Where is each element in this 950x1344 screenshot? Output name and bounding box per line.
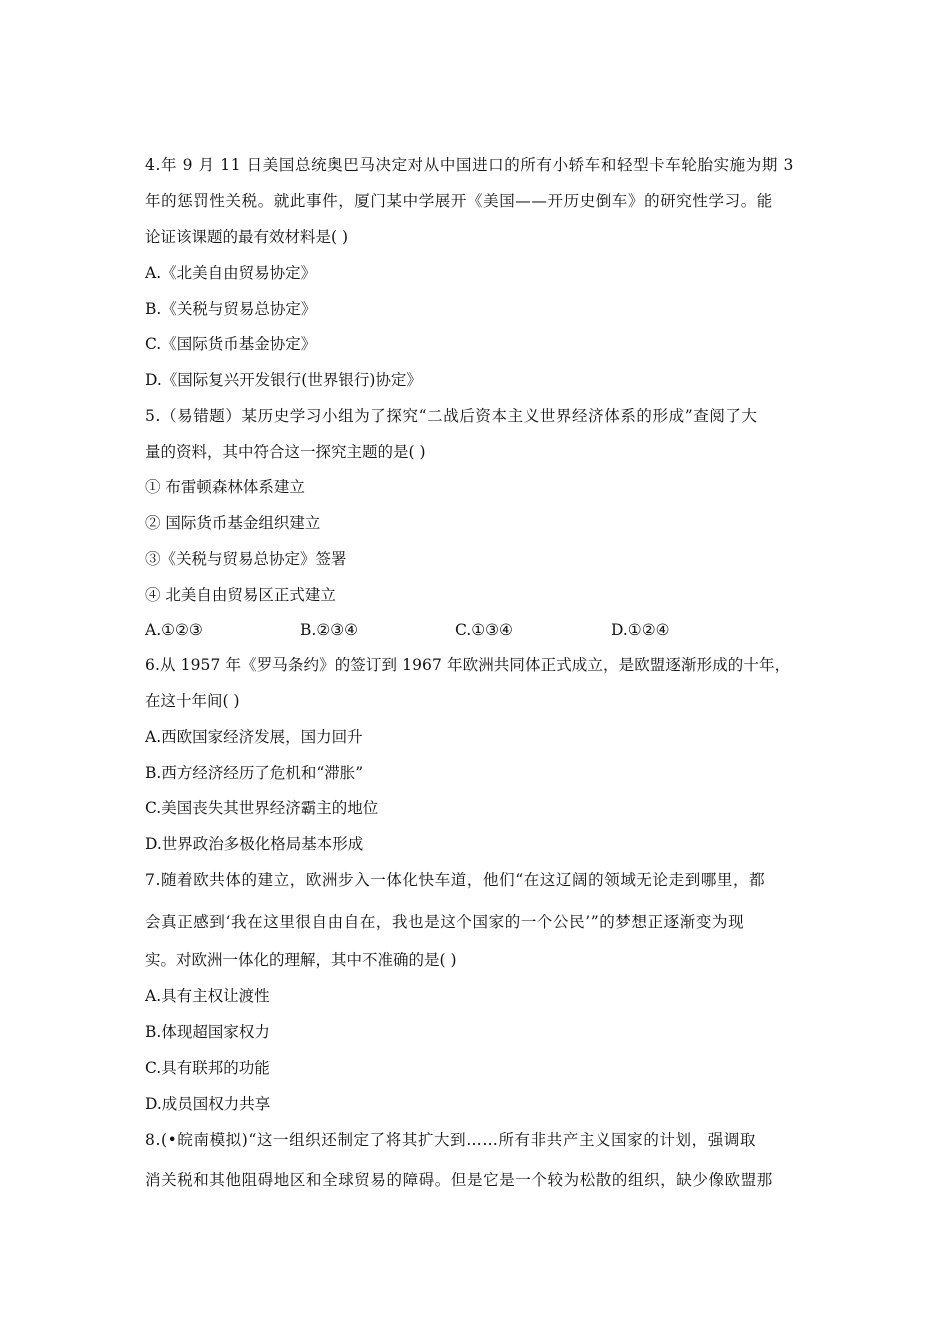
q6-option-a: A.西欧国家经济发展，国力回升 [145, 728, 363, 746]
q5-option-b: B.②③④ [300, 621, 359, 639]
q5-options-row [0, 620, 950, 640]
q6-stem-line-2: 在这十年间( ) [145, 692, 240, 710]
q5-item-2: ② 国际货币基金组织建立 [145, 514, 321, 532]
q6-option-c: C.美国丧失其世界经济霸主的地位 [145, 799, 379, 817]
q4-stem-line-3: 论证该课题的最有效材料是( ) [145, 228, 349, 246]
q5-option-c: C.①③④ [455, 621, 513, 639]
q6-stem-line-1: 6.从 1957 年《罗马条约》的签订到 1967 年欧洲共同体正式成立，是欧盟逐渐形成的十年， [145, 656, 791, 674]
q7-stem-line-2: 会真正感到‘我在这里很自由自在，我也是这个国家的一个公民’”的梦想正逐渐变为现 [145, 913, 745, 931]
q5-option-a: A.①②③ [145, 621, 203, 639]
q7-option-c: C.具有联邦的功能 [145, 1059, 270, 1077]
q7-stem-line-1: 7.随着欧共体的建立，欧洲步入一体化快车道，他们“在这辽阔的领域无论走到哪里，都 [145, 871, 766, 889]
q6-option-d: D.世界政治多极化格局基本形成 [145, 835, 364, 853]
q4-option-d: D.《国际复兴开发银行(世界银行)协定》 [145, 371, 422, 389]
q4-option-a: A.《北美自由贸易协定》 [145, 264, 317, 282]
q8-stem-line-2: 消关税和其他阻碍地区和全球贸易的障碍。但是它是一个较为松散的组织，缺少像欧盟那 [145, 1171, 773, 1189]
q5-item-3: ③《关税与贸易总协定》签署 [145, 550, 347, 568]
q5-stem-line-1: 5.（易错题）某历史学习小组为了探究“二战后资本主义世界经济体系的形成”查阅了大 [145, 407, 758, 425]
q4-option-b: B.《关税与贸易总协定》 [145, 300, 317, 318]
q8-stem-line-1: 8.(•皖南模拟)“这一组织还制定了将其扩大到……所有非共产主义国家的计划，强调取 [145, 1131, 757, 1149]
q6-option-b: B.西方经济经历了危机和“滞胀” [145, 764, 364, 782]
q5-option-d: D.①②④ [611, 621, 670, 639]
q7-option-b: B.体现超国家权力 [145, 1023, 270, 1041]
q7-stem-line-3: 实。对欧洲一体化的理解，其中不准确的是( ) [145, 951, 457, 969]
q4-option-c: C.《国际货币基金协定》 [145, 335, 317, 353]
q4-stem-line-2: 年的惩罚性关税。就此事件，厦门某中学展开《美国——开历史倒车》的研究性学习。能 [145, 192, 773, 210]
q5-item-4: ④ 北美自由贸易区正式建立 [145, 586, 336, 604]
q5-stem-line-2: 量的资料，其中符合这一探究主题的是( ) [145, 443, 426, 461]
q7-option-d: D.成员国权力共享 [145, 1095, 271, 1113]
q7-option-a: A.具有主权让渡性 [145, 987, 270, 1005]
q5-item-1: ① 布雷顿森林体系建立 [145, 478, 305, 496]
q4-stem-line-1: 4.年 9 月 11 日美国总统奥巴马决定对从中国进口的所有小轿车和轻型卡车轮胎实施为期 3 [145, 156, 794, 174]
